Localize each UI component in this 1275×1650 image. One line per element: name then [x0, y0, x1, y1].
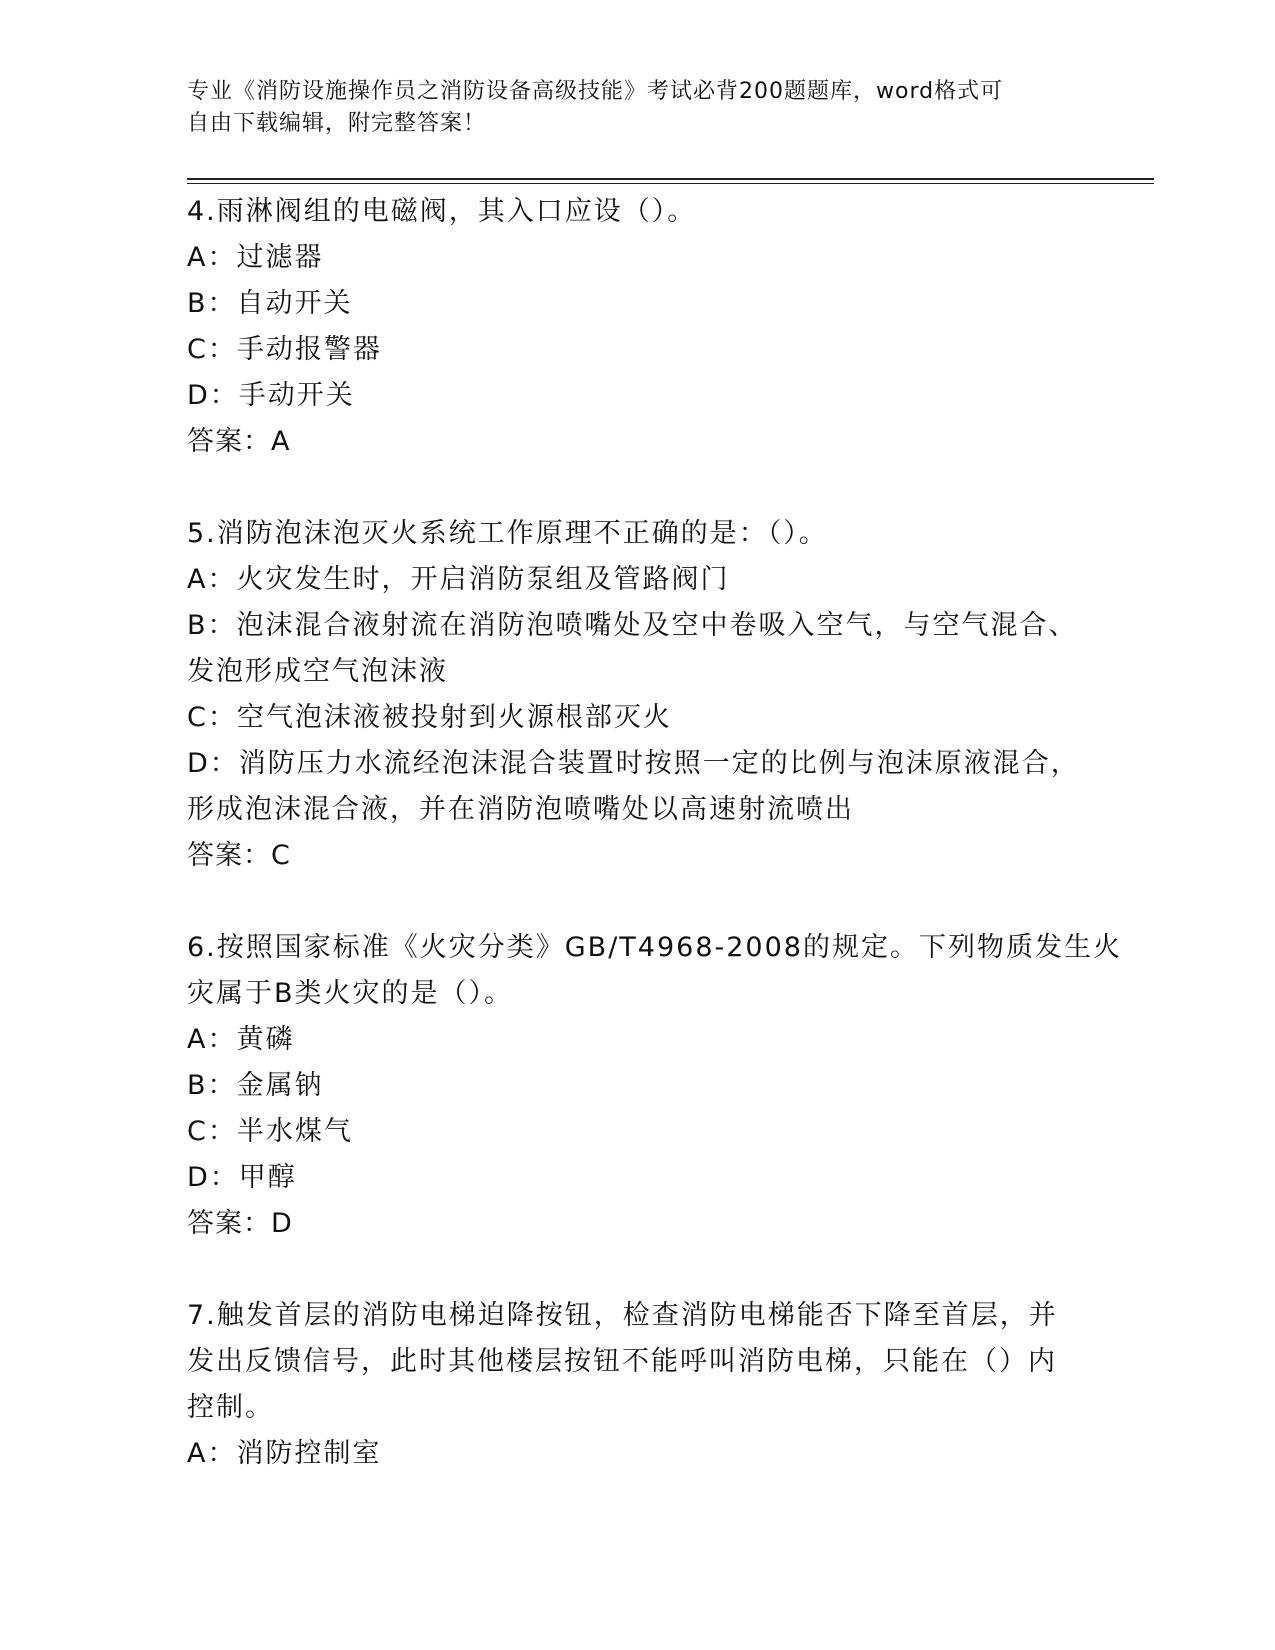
option-a: A：火灾发生时，开启消防泵组及管路阀门: [187, 564, 730, 595]
option-a: A：消防控制室: [187, 1438, 382, 1469]
option-b: B：金属钠: [187, 1070, 324, 1101]
question-stem: 5.消防泡沫泡灭火系统工作原理不正确的是：（）。: [187, 518, 828, 549]
question-stem: 4.雨淋阀组的电磁阀，其入口应设（）。: [187, 196, 697, 227]
answer-label: 答案：C: [187, 840, 291, 871]
option-d-continued: 形成泡沫混合液，并在消防泡喷嘴处以高速射流喷出: [187, 794, 854, 825]
question-list: [187, 189, 1122, 1523]
question-stem: 7.触发首层的消防电梯迫降按钮，检查消防电梯能否下降至首层，并: [187, 1300, 1058, 1331]
option-b: B：泡沫混合液射流在消防泡喷嘴处及空中卷吸入空气，与空气混合、: [187, 610, 1078, 641]
question-7: [187, 1293, 1087, 1477]
header-line-1: 专业《消防设施操作员之消防设备高级技能》考试必背200题题库，word格式可: [187, 79, 1004, 104]
question-stem: 6.按照国家标准《火灾分类》GB/T4968-2008的规定。下列物质发生火: [187, 932, 1122, 963]
header-line-2: 自由下载编辑，附完整答案！: [187, 111, 487, 136]
option-b: B：自动开关: [187, 288, 353, 319]
document-header: [187, 76, 1067, 140]
header-divider-thick: [187, 178, 1154, 180]
question-5: [187, 511, 1087, 879]
answer-label: 答案：A: [187, 426, 291, 457]
option-c: C：空气泡沫液被投射到火源根部灭火: [187, 702, 672, 733]
question-stem-continued: 灾属于B类火灾的是（）。: [187, 978, 514, 1009]
option-d: D：消防压力水流经泡沫混合装置时按照一定的比例与泡沫原液混合，: [187, 748, 1080, 779]
header-divider-thin: [187, 183, 1154, 184]
option-d: D：甲醇: [187, 1162, 297, 1193]
question-stem-continued: 发出反馈信号，此时其他楼层按钮不能呼叫消防电梯，只能在（）内: [187, 1346, 1057, 1377]
answer-label: 答案：D: [187, 1208, 293, 1239]
option-c: C：半水煤气: [187, 1116, 353, 1147]
question-6: [187, 925, 1122, 1247]
question-stem-continued: 控制。: [187, 1392, 274, 1423]
option-a: A：黄磷: [187, 1024, 295, 1055]
option-a: A：过滤器: [187, 242, 324, 273]
question-4: [187, 189, 1087, 465]
option-d: D：手动开关: [187, 380, 355, 411]
option-c: C：手动报警器: [187, 334, 382, 365]
option-b-continued: 发泡形成空气泡沫液: [187, 656, 448, 687]
